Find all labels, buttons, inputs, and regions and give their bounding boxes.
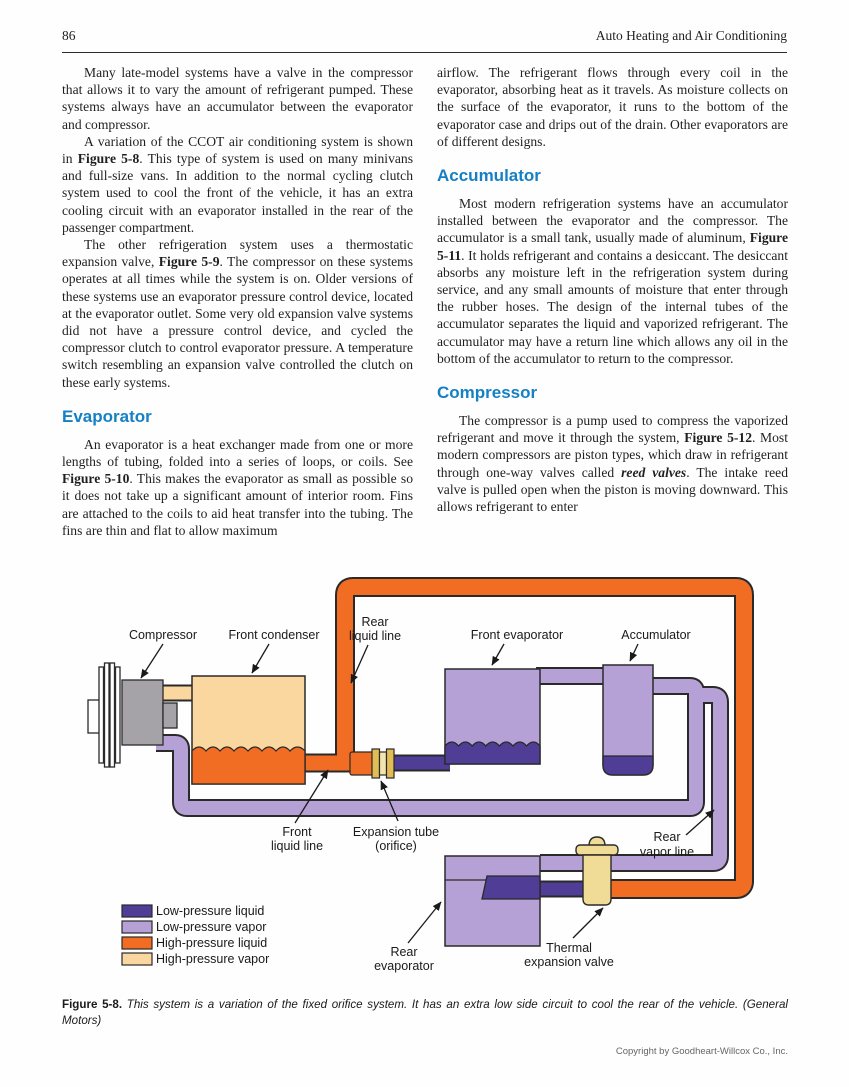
label-thermal-expansion-valve: Thermal: [546, 941, 592, 955]
svg-text:(orifice): (orifice): [375, 839, 417, 853]
label-rear-liquid-line: Rear: [361, 615, 389, 629]
rear-evaporator-liquid: [482, 876, 540, 899]
svg-text:liquid line: liquid line: [270, 839, 324, 853]
paragraph: [62, 436, 413, 539]
svg-text:evaporator: evaporator: [374, 959, 434, 973]
legend-swatch-hp-liquid: [122, 937, 152, 949]
thermal-expansion-valve-graphic: [576, 837, 618, 905]
legend-label: Low-pressure liquid: [156, 904, 265, 918]
text-segment: Figure 5-8.: [62, 998, 127, 1011]
header-rule: [62, 52, 787, 53]
svg-text:expansion valve: expansion valve: [524, 955, 614, 969]
section-heading: Compressor: [437, 383, 538, 403]
expansion-tube-graphic: [350, 749, 394, 778]
text-segment: reed valves: [621, 464, 687, 480]
paragraph: [437, 64, 788, 150]
paragraph: [62, 133, 413, 236]
legend-swatch-lp-vapor: [122, 921, 152, 933]
text-segment: A variation of the CCOT air conditioning system is shown in: [62, 133, 413, 167]
label-accumulator: Accumulator: [621, 628, 691, 642]
paragraph: [62, 236, 413, 391]
section-heading: Accumulator: [437, 166, 541, 186]
label-compressor: Compressor: [128, 628, 198, 642]
text-segment: Figure 5-10: [62, 471, 130, 487]
accumulator-graphic: [603, 665, 653, 775]
legend-label: High-pressure liquid: [156, 936, 268, 950]
svg-text:vapor line: vapor line: [639, 845, 695, 859]
paragraph: [437, 412, 788, 515]
running-head: Auto Heating and Air Conditioning: [595, 28, 787, 43]
compressor-body: [122, 680, 163, 745]
label-front-evaporator: Front evaporator: [470, 628, 564, 642]
text-segment: Many late-model systems have a valve in the compressor that allows it to vary the amount of refrigerant pumped. These systems always have an accumulator between the evaporator and compressor.: [62, 65, 413, 132]
paragraph: [437, 195, 788, 367]
pulley-hub: [88, 700, 100, 733]
rear-evaporator-graphic: [445, 856, 540, 946]
legend-label: Low-pressure vapor: [156, 920, 267, 934]
text-segment: Most modern refrigeration systems have an accumulator installed between the evaporator and the compressor. The accumulator is a small tank, usually made of aluminum,: [437, 196, 788, 246]
label-rear-vapor-line: Rear: [653, 830, 681, 844]
figure-5-8-diagram: [0, 573, 849, 993]
text-segment: . This type of system is used on many minivans and full-size vans. In addition to the normal cycling clutch system used to cool the front of the vehicle, it has an extra cooling circuit with an evaporator installed in the rear of the passenger compartment.: [62, 151, 414, 235]
copyright-line: Copyright by Goodheart-Willcox Co., Inc.: [615, 1046, 788, 1057]
condenser-liquid: [192, 747, 305, 784]
legend-swatch-hp-vapor: [122, 953, 152, 965]
text-segment: Figure 5-11: [437, 230, 788, 263]
section-heading: Evaporator: [62, 406, 152, 426]
front-evaporator-graphic: [445, 669, 540, 764]
legend-label: High-pressure vapor: [156, 952, 270, 966]
legend-swatch-lp-liquid: [122, 905, 152, 917]
text-segment: . The compressor on these systems operates at all times while the system is on. Older versions of these systems use an evaporator pressure control device, located at the evaporator outlet. Some very old expansion valve systems did not have a pressure control device, and cycled the compressor clutch to control evaporator pressure. A temperature switch resembling an expansion valve controlled the clutch on these early systems.: [62, 254, 413, 390]
ac-system-schematic: [0, 573, 849, 993]
label-front-condenser: Front condenser: [228, 628, 320, 642]
svg-text:liquid line: liquid line: [348, 629, 402, 643]
text-segment: . This makes the evaporator as small as possible so it does not take up a significant amount of interior room. Fins are attached to the coils to aid heat transfer into the tubing. The fins are thin and flat to allow maximum: [62, 471, 413, 538]
page-number: 86: [62, 28, 76, 43]
text-segment: Figure 5-12: [684, 430, 753, 446]
text-segment: . Most modern compressors are piston types, which draw in refrigerant through one-way valves called: [437, 430, 788, 480]
label-rear-evaporator: Rear: [390, 945, 418, 959]
text-segment: The compressor is a pump used to compress the vaporized refrigerant and move it through the system,: [437, 413, 788, 446]
text-segment: This system is a variation of the fixed orifice system. It has an extra low side circuit to cool the rear of the vehicle. (General Motors): [62, 998, 788, 1027]
paragraph: [62, 64, 413, 133]
accumulator-liquid: [603, 756, 653, 775]
text-segment: Figure 5-8: [77, 151, 140, 167]
text-segment: An evaporator is a heat exchanger made from one or more lengths of tubing, folded into a series of loops, or coils. See: [62, 436, 413, 470]
page-header: [62, 28, 787, 48]
label-front-liquid-line: Front: [282, 825, 312, 839]
evaporator-liquid: [445, 742, 540, 764]
text-segment: The other refrigeration system uses a thermostatic expansion valve,: [62, 237, 413, 270]
text-segment: Figure 5-9: [158, 254, 220, 270]
diagram-legend: [122, 904, 269, 966]
figure-caption: [62, 997, 788, 1028]
text-segment: airflow. The refrigerant flows through every coil in the evaporator, absorbing heat as it travels. As moisture collects on the surface of the evaporator, it runs to the bottom of the evaporator case and drips out of the drain. Other evaporators are of different designs.: [437, 65, 788, 149]
right-column: [437, 64, 788, 515]
front-condenser-graphic: [192, 676, 305, 784]
left-column: [62, 64, 413, 539]
text-segment: . The intake reed valve is pulled open when the piston is moving downward. This allows refrigerant to enter: [437, 464, 788, 515]
text-segment: . It holds refrigerant and contains a desiccant. The desiccant absorbs any moisture left in the refrigeration system during service, and any small amounts of moisture that enter through the rubber hoses. The design of the internal tubes of the accumulator separates the liquid and vaporized refrigerant. The accumulator may have a return line which allows any oil in the bottom of the accumulator to return to the compressor.: [437, 247, 788, 366]
label-expansion-tube: Expansion tube: [352, 825, 440, 839]
